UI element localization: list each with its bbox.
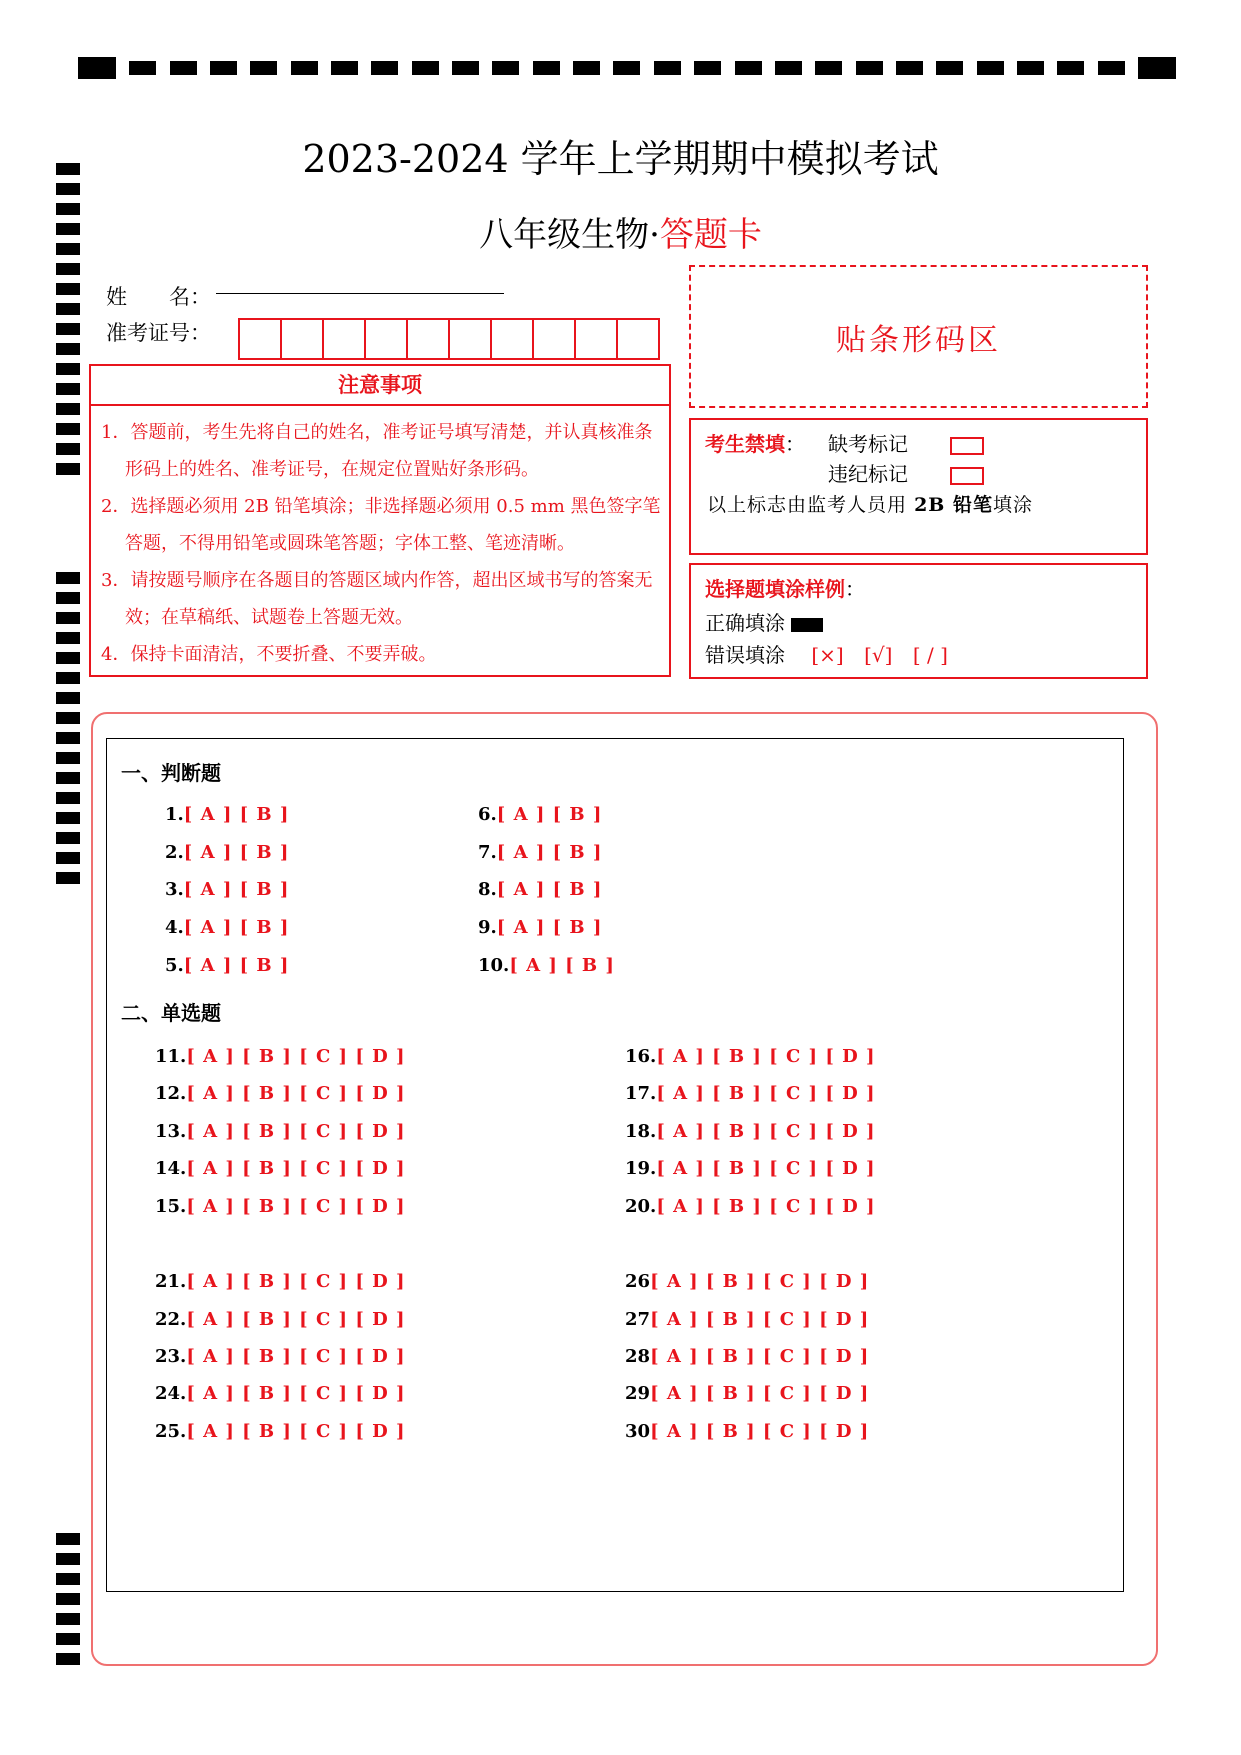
question-row[interactable] [625, 1196, 876, 1217]
question-row[interactable] [625, 1383, 869, 1404]
question-row[interactable] [625, 1271, 869, 1292]
answer-options[interactable]: [ A ] [ B ] [183, 917, 290, 938]
answer-options[interactable]: [ A ] [ B ] [ C ] [ D ] [186, 1309, 406, 1330]
answer-options[interactable]: [ A ] [ B ] [ C ] [ D ] [650, 1309, 870, 1330]
question-number: 4. [165, 917, 184, 938]
question-row[interactable] [155, 1271, 406, 1292]
question-row[interactable] [625, 1346, 869, 1367]
forbidden-heading: 考生禁填 [705, 432, 785, 456]
answer-options[interactable]: [ A ] [ B ] [ C ] [ D ] [650, 1346, 870, 1367]
answer-options[interactable]: [ A ] [ B ] [ C ] [ D ] [656, 1196, 876, 1217]
answer-options[interactable]: [ A ] [ B ] [ C ] [ D ] [656, 1046, 876, 1067]
timing-mark [56, 463, 80, 475]
question-row[interactable] [625, 1083, 876, 1104]
question-number: 2. [165, 842, 184, 863]
answer-options[interactable]: [ A ] [ B ] [ C ] [ D ] [650, 1383, 870, 1404]
timing-mark [331, 61, 358, 75]
question-number: 23. [155, 1346, 187, 1367]
absent-label: 缺考标记 [828, 432, 908, 456]
timing-mark [452, 61, 479, 75]
question-row[interactable] [155, 1346, 406, 1367]
answer-options[interactable]: [ A ] [ B ] [496, 879, 603, 900]
timing-mark [977, 61, 1004, 75]
violation-mark-box[interactable] [950, 467, 984, 485]
notice-item: 4．保持卡面清洁，不要折叠、不要弄破。 [101, 644, 437, 665]
question-row[interactable] [155, 1421, 406, 1442]
timing-mark [56, 612, 80, 624]
timing-mark [56, 263, 80, 275]
note-bold: 2B 铅笔 [914, 494, 993, 516]
timing-mark [56, 752, 80, 764]
note-suffix: 填涂 [992, 494, 1033, 516]
timing-mark [56, 1633, 80, 1645]
question-number: 21. [155, 1271, 187, 1292]
timing-mark [56, 303, 80, 315]
timing-mark [250, 61, 277, 75]
question-row[interactable] [165, 842, 289, 863]
answer-options[interactable]: [ A ] [ B ] [ C ] [ D ] [186, 1158, 406, 1179]
timing-mark [56, 423, 80, 435]
question-row[interactable] [625, 1421, 869, 1442]
timing-mark [1138, 57, 1176, 79]
exam-id-digit-box[interactable] [406, 318, 450, 360]
timing-mark [56, 1573, 80, 1585]
answer-options[interactable]: [ A ] [ B ] [ C ] [ D ] [186, 1421, 406, 1442]
question-number: 15. [155, 1196, 187, 1217]
fill-sample-box [689, 563, 1148, 679]
exam-id-digit-box[interactable] [322, 318, 366, 360]
timing-mark [78, 57, 116, 79]
notice-item: 1．答题前，考生先将自己的姓名，准考证号填写清楚，并认真核准条形码上的姓名、准考证号，在规定位置贴好条形码。 [101, 422, 653, 480]
question-row[interactable] [155, 1083, 406, 1104]
exam-id-digit-box[interactable] [364, 318, 408, 360]
notice-list [91, 406, 669, 673]
question-row[interactable] [155, 1121, 406, 1142]
exam-title: 2023-2024 学年上学期期中模拟考试 [302, 137, 939, 181]
judge-section-title: 一、判断题 [121, 761, 221, 785]
timing-mark [56, 772, 80, 784]
question-number: 20. [625, 1196, 657, 1217]
violation-label: 违纪标记 [828, 462, 908, 486]
question-row[interactable] [165, 879, 289, 900]
subject-suffix: 答题卡 [659, 215, 762, 255]
forbidden-note [707, 490, 1033, 517]
question-number: 24. [155, 1383, 187, 1404]
timing-mark [56, 692, 80, 704]
question-number: 7. [478, 842, 497, 863]
left-timing-marks-2 [56, 572, 80, 892]
timing-mark [1057, 61, 1084, 75]
timing-mark [533, 61, 560, 75]
question-number: 6. [478, 804, 497, 825]
timing-mark [56, 812, 80, 824]
question-number: 11. [155, 1046, 187, 1067]
timing-mark [56, 1653, 80, 1665]
absent-mark-box[interactable] [950, 437, 984, 455]
timing-mark [56, 363, 80, 375]
question-row[interactable] [478, 917, 602, 938]
answer-options[interactable]: [ A ] [ B ] [183, 955, 290, 976]
timing-mark [775, 61, 802, 75]
question-row[interactable] [478, 804, 602, 825]
timing-mark [1098, 61, 1125, 75]
question-number: 19. [625, 1158, 657, 1179]
forbidden-colon: ： [785, 432, 805, 456]
answer-options[interactable]: [ A ] [ B ] [ C ] [ D ] [186, 1121, 406, 1142]
timing-mark [1017, 61, 1044, 75]
question-number: 26 [625, 1271, 651, 1292]
question-number: 10. [478, 955, 510, 976]
subject-name: 八年级生物· [479, 215, 660, 255]
timing-mark [291, 61, 318, 75]
question-number: 9. [478, 917, 497, 938]
question-row[interactable] [478, 842, 602, 863]
timing-mark [56, 323, 80, 335]
question-number: 13. [155, 1121, 187, 1142]
exam-id-digit-box[interactable] [532, 318, 576, 360]
notice-item: 3．请按题号顺序在各题目的答题区域内作答，超出区域书写的答案无效；在草稿纸、试题卷上答题无效。 [101, 570, 653, 628]
timing-mark [56, 443, 80, 455]
answer-options[interactable]: [ A ] [ B ] [ C ] [ D ] [186, 1271, 406, 1292]
single-section-title: 二、单选题 [121, 1001, 221, 1025]
timing-mark [170, 61, 197, 75]
question-number: 5. [165, 955, 184, 976]
timing-mark [56, 792, 80, 804]
timing-mark [56, 1613, 80, 1625]
question-row[interactable] [165, 955, 289, 976]
answer-options[interactable]: [ A ] [ B ] [496, 842, 603, 863]
timing-mark [694, 61, 721, 75]
timing-mark [815, 61, 842, 75]
question-number: 17. [625, 1083, 657, 1104]
timing-mark [56, 872, 80, 884]
question-number: 30 [625, 1421, 651, 1442]
exam-id-digit-box[interactable] [448, 318, 492, 360]
timing-mark [56, 383, 80, 395]
question-number: 29 [625, 1383, 651, 1404]
exam-id-digit-box[interactable] [280, 318, 324, 360]
question-number: 1. [165, 804, 184, 825]
timing-mark [56, 1553, 80, 1565]
question-row[interactable] [478, 879, 602, 900]
timing-mark [856, 61, 883, 75]
answer-options[interactable]: [ A ] [ B ] [ C ] [ D ] [186, 1046, 406, 1067]
answer-options[interactable]: [ A ] [ B ] [ C ] [ D ] [656, 1121, 876, 1142]
exam-id-digit-box[interactable] [490, 318, 534, 360]
question-number: 22. [155, 1309, 187, 1330]
question-number: 14. [155, 1158, 187, 1179]
answer-options[interactable]: [ A ] [ B ] [496, 804, 603, 825]
exam-id-label: 准考证号： [106, 321, 211, 345]
question-number: 27 [625, 1309, 651, 1330]
answer-options[interactable]: [ A ] [ B ] [ C ] [ D ] [656, 1083, 876, 1104]
timing-mark [210, 61, 237, 75]
question-number: 8. [478, 879, 497, 900]
question-row[interactable] [155, 1046, 406, 1067]
answer-options[interactable]: [ A ] [ B ] [183, 879, 290, 900]
timing-mark [56, 1593, 80, 1605]
wrong-fill-label: 错误填涂 [705, 643, 785, 667]
wrong-mark-3: [ / ] [912, 643, 948, 667]
answer-options[interactable]: [ A ] [ B ] [ C ] [ D ] [186, 1083, 406, 1104]
question-row[interactable] [165, 917, 289, 938]
answer-options[interactable]: [ A ] [ B ] [ C ] [ D ] [650, 1421, 870, 1442]
timing-mark [936, 61, 963, 75]
timing-mark [56, 712, 80, 724]
answer-options[interactable]: [ A ] [ B ] [ C ] [ D ] [186, 1383, 406, 1404]
left-timing-marks-3 [56, 1533, 80, 1673]
sample-heading: 选择题填涂样例 [705, 577, 845, 601]
exam-id-digit-box[interactable] [238, 318, 282, 360]
answer-options[interactable]: [ A ] [ B ] [183, 804, 290, 825]
question-row[interactable] [155, 1383, 406, 1404]
examinee-forbidden-box [689, 418, 1148, 555]
timing-mark [56, 572, 80, 584]
wrong-mark-2: [√] [864, 643, 893, 667]
question-row[interactable] [155, 1158, 406, 1179]
answer-options[interactable]: [ A ] [ B ] [496, 917, 603, 938]
barcode-area: 贴条形码区 [689, 265, 1148, 408]
timing-mark [56, 183, 80, 195]
timing-mark [613, 61, 640, 75]
question-number: 25. [155, 1421, 187, 1442]
exam-id-digit-box[interactable] [574, 318, 618, 360]
notice-item: 2．选择题必须用 2B 铅笔填涂；非选择题必须用 0.5 mm 黑色签字笔答题，不得用铅笔或圆珠笔答题；字体工整、笔迹清晰。 [101, 496, 661, 554]
answer-options[interactable]: [ A ] [ B ] [183, 842, 290, 863]
question-row[interactable] [625, 1309, 869, 1330]
question-number: 28 [625, 1346, 651, 1367]
note-prefix: 以上标志由监考人员用 [707, 494, 908, 516]
wrong-mark-1: [×] [811, 643, 844, 667]
timing-mark [56, 1533, 80, 1545]
timing-mark [56, 832, 80, 844]
top-timing-marks [78, 57, 1176, 79]
timing-mark [56, 672, 80, 684]
name-label: 姓 名： [106, 285, 211, 309]
question-row[interactable] [155, 1196, 406, 1217]
answer-options[interactable]: [ A ] [ B ] [ C ] [ D ] [650, 1271, 870, 1292]
name-field[interactable] [216, 293, 504, 294]
question-row[interactable] [155, 1309, 406, 1330]
timing-mark [573, 61, 600, 75]
timing-mark [56, 632, 80, 644]
timing-mark [56, 283, 80, 295]
sample-colon: ： [845, 577, 865, 601]
subject-title [0, 207, 1241, 256]
answer-options[interactable]: [ A ] [ B ] [ C ] [ D ] [186, 1196, 406, 1217]
question-number: 3. [165, 879, 184, 900]
answer-options[interactable]: [ A ] [ B ] [509, 955, 615, 976]
timing-mark [56, 732, 80, 744]
timing-mark [56, 343, 80, 355]
timing-mark [412, 61, 439, 75]
question-number: 16. [625, 1046, 657, 1067]
timing-mark [735, 61, 762, 75]
timing-mark [129, 61, 156, 75]
timing-mark [56, 652, 80, 664]
question-row[interactable] [625, 1046, 876, 1067]
notice-heading: 注意事项 [91, 366, 669, 406]
timing-mark [492, 61, 519, 75]
question-number: 18. [625, 1121, 657, 1142]
exam-id-boxes[interactable] [238, 318, 658, 360]
question-number: 12. [155, 1083, 187, 1104]
timing-mark [896, 61, 923, 75]
question-row[interactable] [625, 1158, 876, 1179]
answer-options[interactable]: [ A ] [ B ] [ C ] [ D ] [656, 1158, 876, 1179]
correct-fill-label: 正确填涂 [705, 611, 785, 635]
timing-mark [56, 403, 80, 415]
exam-id-digit-box[interactable] [616, 318, 660, 360]
correct-fill-mark [791, 618, 823, 632]
question-row[interactable] [478, 955, 615, 976]
answer-options[interactable]: [ A ] [ B ] [ C ] [ D ] [186, 1346, 406, 1367]
timing-mark [56, 852, 80, 864]
timing-mark [654, 61, 681, 75]
timing-mark [56, 592, 80, 604]
question-row[interactable] [165, 804, 289, 825]
notice-box [89, 364, 671, 677]
question-row[interactable] [625, 1121, 876, 1142]
timing-mark [371, 61, 398, 75]
